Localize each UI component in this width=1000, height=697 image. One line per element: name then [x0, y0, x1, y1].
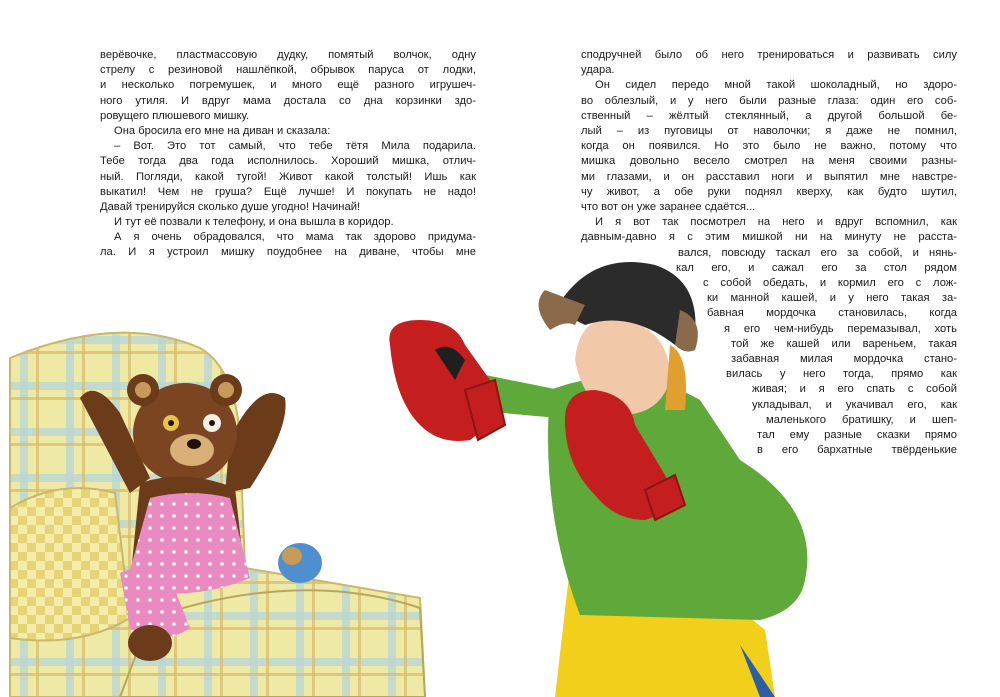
text-line: стрелу с резиновой нашлёпкой, обрывок паруса от лодки, — [100, 64, 476, 77]
text-line: живая; и я его спать с собой — [752, 383, 957, 396]
text-line: вилась у него тогда, прямо как — [726, 368, 957, 381]
text-line: маленького братишку, и шеп- — [766, 413, 957, 426]
cushion — [10, 488, 130, 641]
text-line: удара. — [581, 64, 615, 77]
text-line: ного утиля. И вдруг мама достала со дна корзинки здо- — [100, 94, 476, 107]
text-column-left — [100, 48, 476, 261]
text-line: верёвочке, пластмассовую дудку, помятый волчок, одну — [100, 49, 476, 61]
text-line: в его бархатные твёрденькие — [757, 444, 957, 457]
text-column-right — [581, 48, 957, 245]
text-line: укладывал, и укачивал его, как — [752, 398, 957, 411]
text-line: лый – из пуговицы от наволочки; я даже не помнил, — [581, 124, 957, 137]
text-line: ла. И я устроил мишку поудобнее на диване, чтобы мне — [100, 246, 476, 259]
text-line: ки манной кашей, и у него такая за- — [707, 292, 957, 305]
text-line: ный. Погляди, какой тугой! Живот какой толстый! Ишь как — [100, 170, 476, 183]
text-line: сподручней было об него тренироваться и развивать силу — [581, 49, 957, 61]
text-line: во облезлый, и у него были разные глаза: один его соб- — [581, 94, 957, 107]
text-line: бавная мордочка становилась, когда — [707, 307, 957, 320]
text-line: вался, повсюду таскал его за собой, и нянь- — [678, 246, 957, 259]
text-line: и несколько погремушек, и много ещё разного игрушеч- — [100, 79, 476, 92]
text-line: ственный – жёлтый стеклянный, а другой большой бе- — [581, 109, 957, 122]
text-line: с собой обедать, и кормил его с лож- — [703, 277, 957, 289]
text-line: той же кашей или вареньем, такая — [731, 337, 957, 350]
text-line: ровущего плюшевого мишку. — [100, 109, 250, 122]
text-line: чу живот, а обе руки поднял кверху, как будто шутил, — [581, 185, 957, 198]
text-line: кал его, и сажал его за стол рядом — [676, 261, 957, 274]
text-line: И тут её позвали к телефону, и она вышла в коридор. — [114, 216, 394, 229]
text-line: ми глазами, и он расставил ноги и выпятил мне навстре- — [581, 170, 957, 183]
text-line: забавная милая мордочка стано- — [731, 353, 957, 365]
text-line: Он сидел передо мной такой шоколадный, но здоро- — [595, 79, 957, 92]
text-line: выкатил! Чем не груша? Ещё лучше! И покупать не надо! — [100, 185, 476, 198]
boxing-glove-front — [389, 320, 505, 441]
text-line: мишка довольно весело смотрел на меня своими разны- — [581, 155, 957, 168]
bear-on-sofa-illustration — [0, 318, 430, 697]
text-line: Она бросила его мне на диван и сказала: — [114, 124, 331, 137]
text-line: – Вот. Это тот самый, что тебе тётя Мила подарила. — [114, 140, 476, 153]
text-line: что вот он уже заранее сдаётся... — [581, 200, 756, 213]
text-line: тал ему разные сказки прямо — [757, 429, 957, 441]
text-line: Давай тренируйся сколько душе угодно! Начинай! — [100, 200, 361, 213]
text-line: И я вот так посмотрел на него и вдруг вспомнил, как — [595, 216, 957, 229]
text-line: я его чем-нибудь перемазывал, хоть — [724, 322, 957, 335]
text-line: давным-давно я с этим мишкой ни на минуту не расста- — [581, 231, 957, 244]
text-line: Тебе тогда два года исполнилось. Хороший мишка, отлич- — [100, 155, 476, 168]
text-line: когда он появился. Но это было не важно, потому что — [581, 140, 957, 153]
text-line: А я очень обрадовался, что мама так здорово придума- — [114, 231, 476, 244]
